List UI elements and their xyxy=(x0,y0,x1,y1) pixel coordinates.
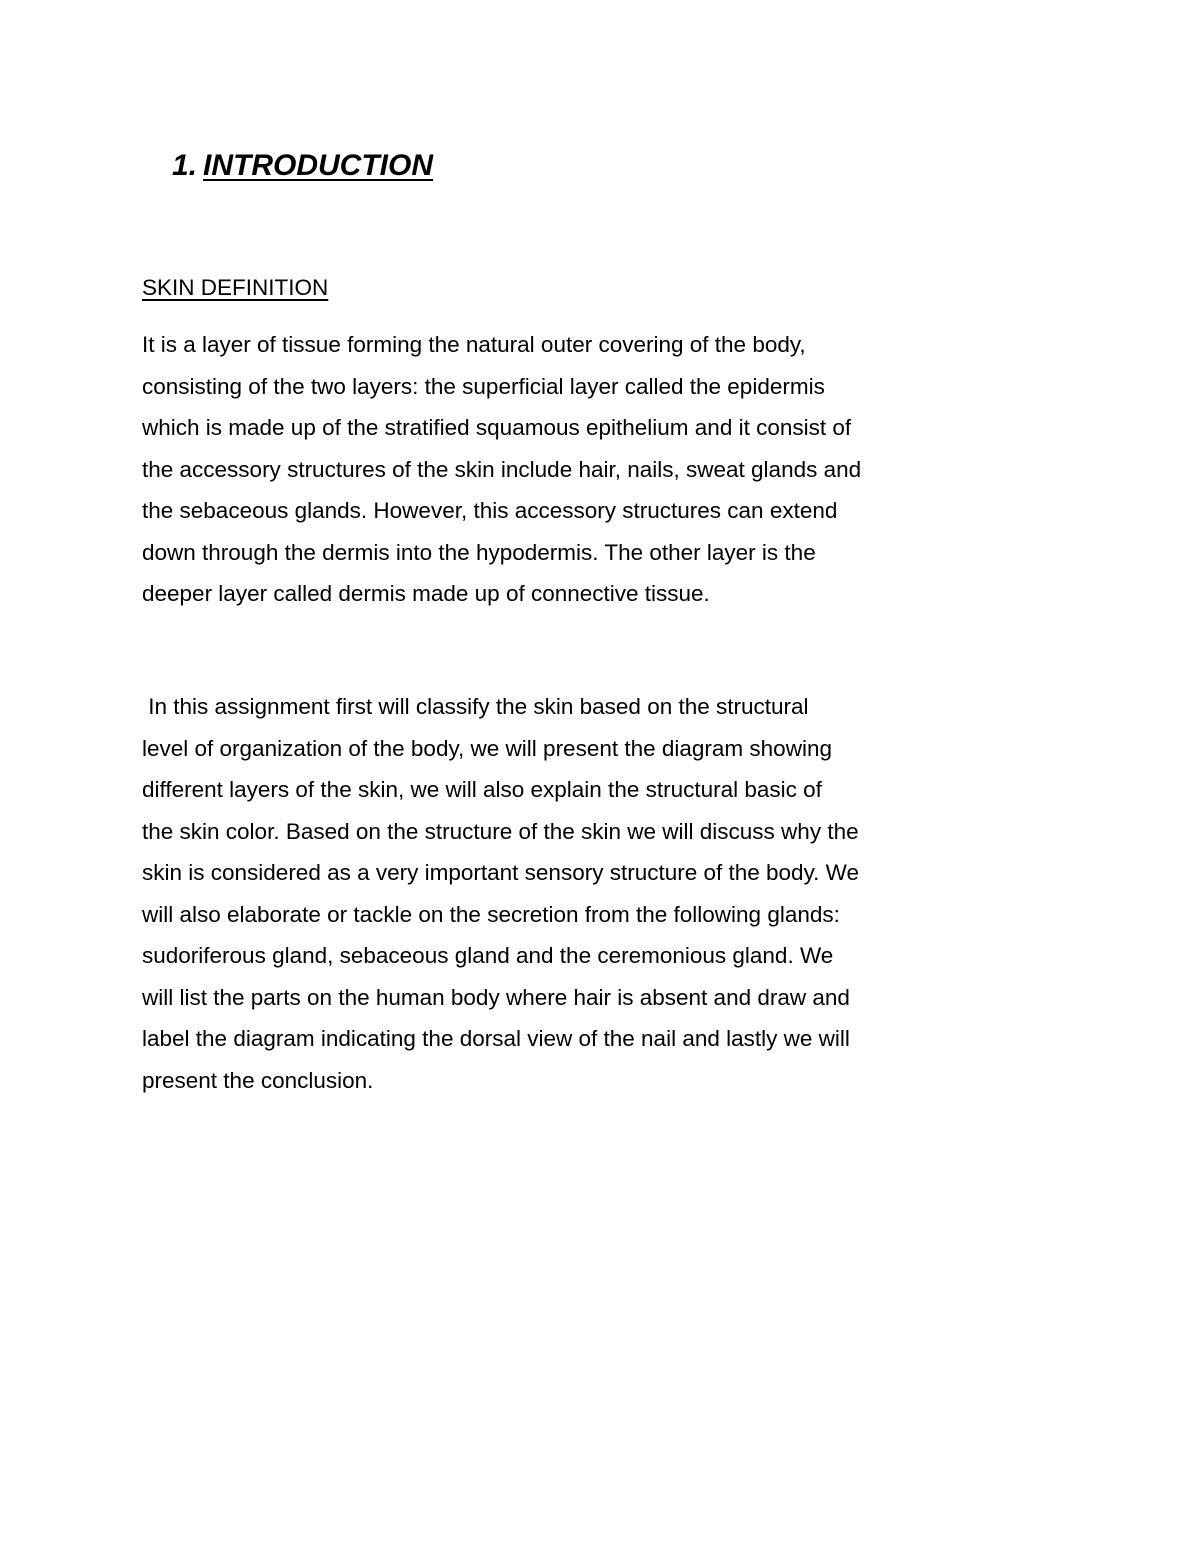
paragraph-line: deeper layer called dermis made up of connective tissue. xyxy=(142,581,710,606)
section-title: INTRODUCTION xyxy=(203,149,434,182)
paragraph-line: level of organization of the body, we will present the diagram showing xyxy=(142,735,832,761)
paragraph-line: the skin color. Based on the structure of the skin we will discuss why the xyxy=(142,818,859,844)
assignment-overview-paragraph xyxy=(142,686,859,1101)
paragraph-line: skin is considered as a very important sensory structure of the body. We xyxy=(142,860,859,885)
paragraph-line: different layers of the skin, we will also explain the structural basic of xyxy=(142,777,822,802)
paragraph-line: label the diagram indicating the dorsal view of the nail and lastly we will xyxy=(142,1026,850,1051)
paragraph-line: sudoriferous gland, sebaceous gland and the ceremonious gland. We xyxy=(142,943,834,968)
paragraph-line: It is a layer of tissue forming the natural outer covering of the body, xyxy=(142,332,806,357)
paragraph-line: the accessory structures of the skin include hair, nails, sweat glands and xyxy=(142,456,862,482)
paragraph-line: will list the parts on the human body where hair is absent and draw and xyxy=(142,984,850,1010)
paragraph-line: will also elaborate or tackle on the secretion from the following glands: xyxy=(142,901,840,927)
paragraph-line: which is made up of the stratified squamous epithelium and it consist of xyxy=(142,415,852,440)
paragraph-line: the sebaceous glands. However, this accessory structures can extend xyxy=(142,498,838,523)
paragraph-line: down through the dermis into the hypodermis. The other layer is the xyxy=(142,539,816,565)
paragraph-line: consisting of the two layers: the superficial layer called the epidermis xyxy=(142,373,825,399)
skin-definition-heading: SKIN DEFINITION xyxy=(142,275,329,300)
paragraph-line: In this assignment first will classify the skin based on the structural xyxy=(142,694,809,719)
paragraph-line: present the conclusion. xyxy=(142,1067,374,1093)
section-heading xyxy=(172,144,433,188)
section-number: 1. xyxy=(172,149,198,182)
skin-definition-paragraph xyxy=(142,324,861,615)
